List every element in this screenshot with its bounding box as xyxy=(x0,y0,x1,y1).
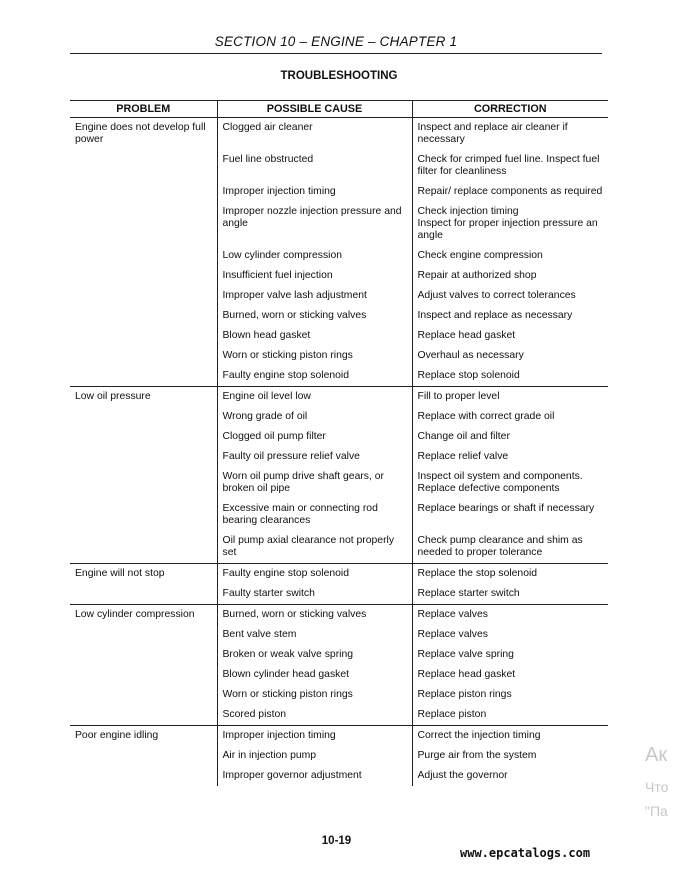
correction-cell: Replace bearings or shaft if necessary xyxy=(412,499,608,531)
table-row xyxy=(70,366,608,387)
problem-cell-empty xyxy=(70,584,217,605)
correction-cell: Inspect and replace air cleaner if necessary xyxy=(412,118,608,151)
problem-cell-empty xyxy=(70,531,217,564)
table-row xyxy=(70,286,608,306)
header-rule xyxy=(70,53,602,54)
table-row xyxy=(70,531,608,564)
column-header-cause: POSSIBLE CAUSE xyxy=(217,101,412,118)
problem-cell-empty xyxy=(70,645,217,665)
correction-cell: Replace head gasket xyxy=(412,665,608,685)
cause-cell: Faulty starter switch xyxy=(217,584,412,605)
correction-cell: Replace valve spring xyxy=(412,645,608,665)
table-row xyxy=(70,266,608,286)
table-row xyxy=(70,246,608,266)
correction-cell: Repair/ replace components as required xyxy=(412,182,608,202)
problem-cell-empty xyxy=(70,150,217,182)
page-number: 10-19 xyxy=(321,835,352,847)
problem-cell-empty xyxy=(70,286,217,306)
cause-cell: Insufficient fuel injection xyxy=(217,266,412,286)
correction-cell: Replace piston xyxy=(412,705,608,726)
correction-cell: Replace piston rings xyxy=(412,685,608,705)
problem-cell: Engine does not develop full power xyxy=(70,118,217,151)
table-row xyxy=(70,766,608,786)
column-header-problem: PROBLEM xyxy=(70,101,217,118)
table-row xyxy=(70,726,608,747)
table-row xyxy=(70,467,608,499)
watermark-link[interactable]: www.epcatalogs.com xyxy=(460,846,591,860)
table-body xyxy=(70,118,608,787)
problem-cell: Engine will not stop xyxy=(70,564,217,585)
correction-cell: Inspect oil system and components. Replace defective components xyxy=(412,467,608,499)
table-row xyxy=(70,306,608,326)
correction-cell: Overhaul as necessary xyxy=(412,346,608,366)
problem-cell-empty xyxy=(70,266,217,286)
table-header-row xyxy=(70,101,608,118)
correction-cell: Replace stop solenoid xyxy=(412,366,608,387)
correction-cell: Check injection timing Inspect for proper injection pressure an angle xyxy=(412,202,608,246)
cause-cell: Improper injection timing xyxy=(217,726,412,747)
correction-cell: Repair at authorized shop xyxy=(412,266,608,286)
problem-cell-empty xyxy=(70,366,217,387)
correction-cell: Replace with correct grade oil xyxy=(412,407,608,427)
cause-cell: Improper valve lash adjustment xyxy=(217,286,412,306)
correction-cell: Replace valves xyxy=(412,605,608,626)
table-row xyxy=(70,625,608,645)
table-row xyxy=(70,118,608,151)
problem-cell-empty xyxy=(70,467,217,499)
cause-cell: Excessive main or connecting rod bearing clearances xyxy=(217,499,412,531)
table-row xyxy=(70,605,608,626)
cause-cell: Fuel line obstructed xyxy=(217,150,412,182)
correction-cell: Replace relief valve xyxy=(412,447,608,467)
correction-cell: Adjust valves to correct tolerances xyxy=(412,286,608,306)
table-row xyxy=(70,326,608,346)
table-row xyxy=(70,202,608,246)
correction-cell: Adjust the governor xyxy=(412,766,608,786)
problem-cell: Low oil pressure xyxy=(70,387,217,408)
correction-cell: Change oil and filter xyxy=(412,427,608,447)
problem-cell-empty xyxy=(70,182,217,202)
table-row xyxy=(70,150,608,182)
problem-cell-empty xyxy=(70,766,217,786)
cause-cell: Scored piston xyxy=(217,705,412,726)
cause-cell: Wrong grade of oil xyxy=(217,407,412,427)
correction-cell: Check pump clearance and shim as needed to proper tolerance xyxy=(412,531,608,564)
column-header-correction: CORRECTION xyxy=(412,101,608,118)
correction-cell: Correct the injection timing xyxy=(412,726,608,747)
problem-cell-empty xyxy=(70,407,217,427)
cause-cell: Broken or weak valve spring xyxy=(217,645,412,665)
correction-cell: Replace valves xyxy=(412,625,608,645)
os-overlay-text: Что xyxy=(645,779,669,795)
problem-cell-empty xyxy=(70,346,217,366)
cause-cell: Worn oil pump drive shaft gears, or broken oil pipe xyxy=(217,467,412,499)
cause-cell: Air in injection pump xyxy=(217,746,412,766)
problem-cell-empty xyxy=(70,306,217,326)
troubleshooting-table xyxy=(70,100,608,786)
cause-cell: Low cylinder compression xyxy=(217,246,412,266)
cause-cell: Bent valve stem xyxy=(217,625,412,645)
table-row xyxy=(70,447,608,467)
correction-cell: Check engine compression xyxy=(412,246,608,266)
page-title: TROUBLESHOOTING xyxy=(280,70,398,82)
cause-cell: Oil pump axial clearance not properly set xyxy=(217,531,412,564)
cause-cell: Faulty engine stop solenoid xyxy=(217,564,412,585)
cause-cell: Faulty oil pressure relief valve xyxy=(217,447,412,467)
cause-cell: Improper injection timing xyxy=(217,182,412,202)
cause-cell: Worn or sticking piston rings xyxy=(217,346,412,366)
correction-cell: Replace head gasket xyxy=(412,326,608,346)
os-overlay-text: Ак xyxy=(645,744,668,766)
cause-cell: Engine oil level low xyxy=(217,387,412,408)
correction-cell: Fill to proper level xyxy=(412,387,608,408)
cause-cell: Blown cylinder head gasket xyxy=(217,665,412,685)
problem-cell: Poor engine idling xyxy=(70,726,217,747)
cause-cell: Blown head gasket xyxy=(217,326,412,346)
problem-cell-empty xyxy=(70,202,217,246)
cause-cell: Clogged air cleaner xyxy=(217,118,412,151)
os-overlay-text: "Па xyxy=(645,803,668,819)
problem-cell-empty xyxy=(70,625,217,645)
section-header: SECTION 10 – ENGINE – CHAPTER 1 xyxy=(214,34,458,49)
correction-cell: Inspect and replace as necessary xyxy=(412,306,608,326)
problem-cell-empty xyxy=(70,665,217,685)
problem-cell-empty xyxy=(70,326,217,346)
cause-cell: Clogged oil pump filter xyxy=(217,427,412,447)
problem-cell-empty xyxy=(70,246,217,266)
table-row xyxy=(70,182,608,202)
table-row xyxy=(70,705,608,726)
table-row xyxy=(70,387,608,408)
cause-cell: Improper nozzle injection pressure and angle xyxy=(217,202,412,246)
table-row xyxy=(70,685,608,705)
table-row xyxy=(70,746,608,766)
problem-cell-empty xyxy=(70,746,217,766)
problem-cell-empty xyxy=(70,705,217,726)
table-row xyxy=(70,645,608,665)
cause-cell: Improper governor adjustment xyxy=(217,766,412,786)
problem-cell-empty xyxy=(70,685,217,705)
problem-cell-empty xyxy=(70,447,217,467)
problem-cell-empty xyxy=(70,499,217,531)
table-row xyxy=(70,427,608,447)
cause-cell: Faulty engine stop solenoid xyxy=(217,366,412,387)
table-row xyxy=(70,564,608,585)
correction-cell: Check for crimped fuel line. Inspect fuel filter for cleanliness xyxy=(412,150,608,182)
table-row xyxy=(70,499,608,531)
table-row xyxy=(70,407,608,427)
correction-cell: Purge air from the system xyxy=(412,746,608,766)
table-row xyxy=(70,346,608,366)
cause-cell: Burned, worn or sticking valves xyxy=(217,306,412,326)
table-row xyxy=(70,584,608,605)
correction-cell: Replace starter switch xyxy=(412,584,608,605)
table-row xyxy=(70,665,608,685)
cause-cell: Burned, worn or sticking valves xyxy=(217,605,412,626)
correction-cell: Replace the stop solenoid xyxy=(412,564,608,585)
problem-cell-empty xyxy=(70,427,217,447)
cause-cell: Worn or sticking piston rings xyxy=(217,685,412,705)
problem-cell: Low cylinder compression xyxy=(70,605,217,626)
